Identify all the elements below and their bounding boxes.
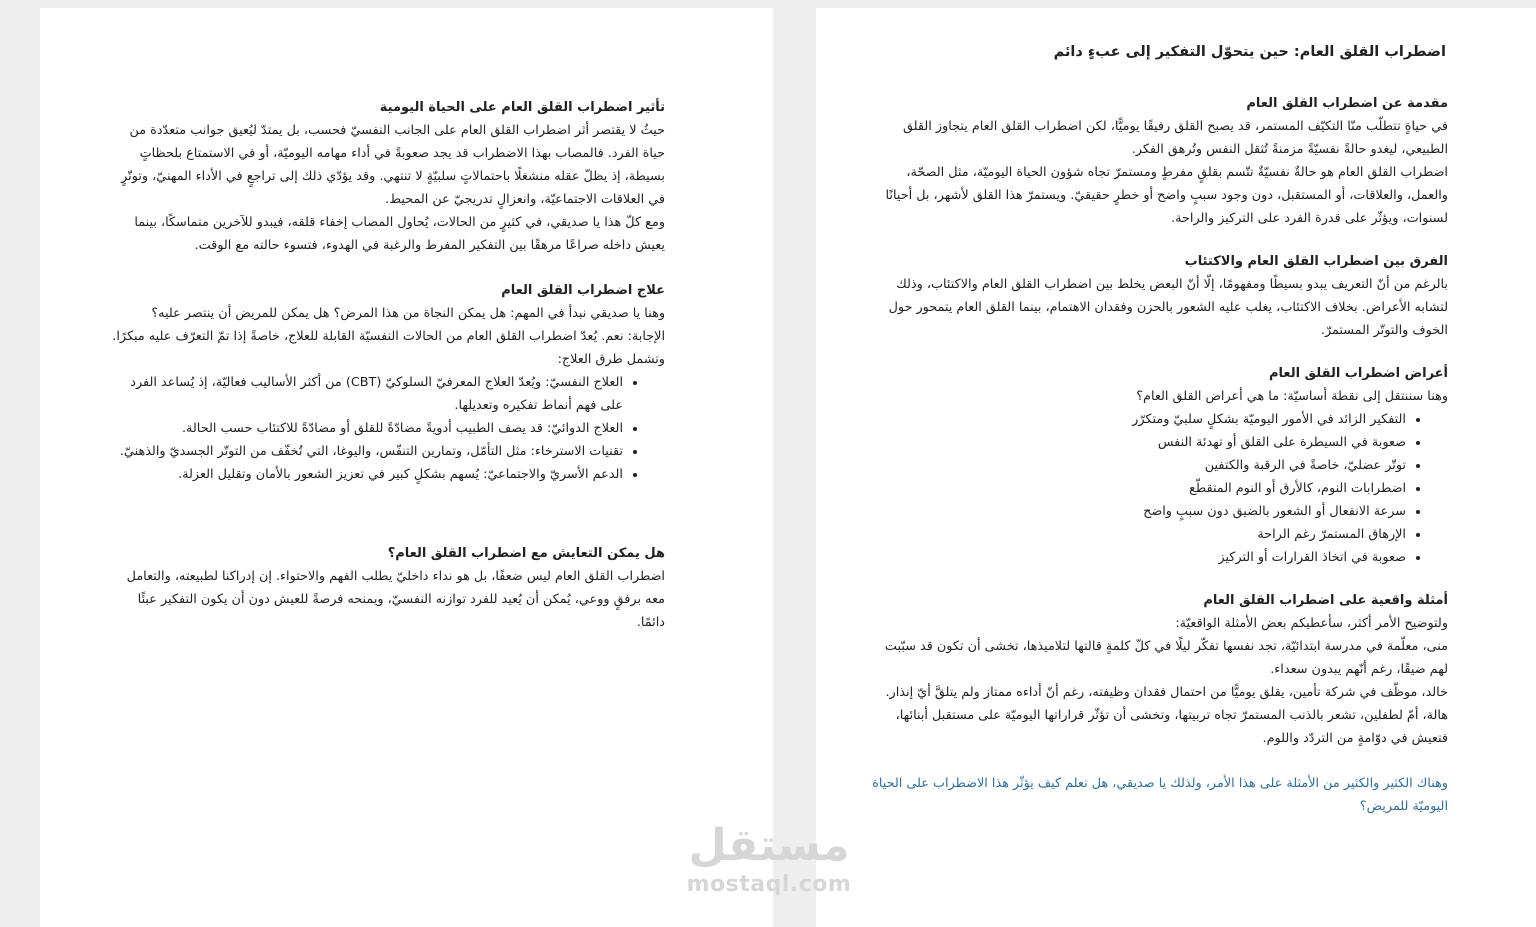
list-item: • صعوبة في اتخاذ القرارات أو التركيز xyxy=(866,546,1406,569)
list-item: • توتّر عضليّ، خاصةً في الرقبة والكتفين xyxy=(866,454,1406,477)
section-coexistence xyxy=(110,542,665,634)
mostaql-logo: مستقل xyxy=(688,820,850,871)
section-title: مقدمة عن اضطراب القلق العام xyxy=(1246,96,1448,111)
paragraph: اضطراب القلق العام ليس ضعفًا، بل هو نداء داخليّ يطلب الفهم والاحتواء. إن إدراكنا لطبيعته، والتعامل معه برفقٍ ووعي، يُمكن أن يُعيد للفرد توازنه النفسيّ، ويمنحه فرصةً للعيش دون أن يكون التفكير عبئًا دائمًا. xyxy=(126,569,665,630)
section-difference xyxy=(866,250,1448,342)
list-item: • الدعم الأسريّ والاجتماعيّ: يُسهم بشكلٍ كبير في تعزيز الشعور بالأمان وتقليل العزلة. xyxy=(110,463,623,486)
section-title: علاج اضطراب القلق العام xyxy=(501,283,665,298)
list-item: • العلاج النفسيّ: ويُعدّ العلاج المعرفيّ السلوكيّ (CBT) من أكثر الأساليب فعاليّة، إذ يُساعد الفرد على فهم أنماط تفكيره وتعديلها. xyxy=(110,371,623,417)
list-item: • الإرهاق المستمرّ رغم الراحة xyxy=(866,523,1406,546)
mostaql-url: mostaql.com xyxy=(686,872,852,897)
paragraph: في حياةٍ تتطلّب منّا التكيّف المستمر، قد يصبح القلق رفيقًا يوميًّا، لكن اضطراب القلق العام يتجاوز القلق الطبيعي، ليغدو حالةً نفسيّةً مزمنةً تُثقل النفس وتُرهق الفكر. xyxy=(902,119,1448,157)
section-title: الفرق بين اضطراب القلق العام والاكتئاب xyxy=(1184,254,1448,269)
paragraph: بالرغم من أنّ التعريف يبدو بسيطًا ومفهومًا، إلّا أنّ البعض يخلط بين اضطراب القلق العام والاكتئاب، وذلك لتشابه الأعراض. بخلاف الاكتئاب، يغلب عليه الشعور بالحزن وفقدان الاهتمام، بينما القلق العام يتمحور حول الخوف والتوتّر المستمرّ. xyxy=(888,277,1448,338)
section-daily-life-impact xyxy=(110,96,665,257)
treatment-list xyxy=(110,371,665,486)
paragraph: وهنا سننتقل إلى نقطة أساسيّة: ما هي أعراض القلق العام؟ xyxy=(1136,389,1448,404)
list-item: • اضطرابات النوم، كالأرق أو النوم المتقطّع xyxy=(866,477,1406,500)
section-treatment xyxy=(110,279,665,486)
document-page-left xyxy=(40,8,773,927)
closing-question: وهناك الكثير والكثير من الأمثلة على هذا الأمر، ولذلك يا صديقي، هل تعلم كيف يؤثّر هذا الاضطراب على الحياة اليوميّة للمريض؟ xyxy=(872,776,1448,814)
paragraph: منى، معلّمة في مدرسة ابتدائيّة، تجد نفسها تفكّر ليلًا في كلّ كلمةٍ قالتها لتلاميذها، تخشى أن تكون قد سبّبت لهم ضيقًا، رغم أنّهم يبدون سعداء. xyxy=(884,639,1448,677)
paragraph: هالة، أمّ لطفلين، تشعر بالذنب المستمرّ تجاه تربيتها، وتخشى أن تؤثّر قراراتها اليوميّة على مستقبل أبنائها، فتعيش في دوّامةٍ من التردّد واللوم. xyxy=(895,708,1448,746)
list-item: • سرعة الانفعال أو الشعور بالضيق دون سببٍ واضح xyxy=(866,500,1406,523)
symptoms-list xyxy=(866,408,1448,569)
paragraph: حيثُ لا يقتصر أثر اضطراب القلق العام على الجانب النفسيّ فحسب، بل يمتدّ ليُعيق جوانب متعدّدة من حياة الفرد. فالمصاب بهذا الاضطراب قد يجد صعوبةً في أداء مهامه اليوميّة، أو في الاستمتاع بلحظاتٍ بسيطة، إذ يظلّ عقله منشغلًا باحتمالاتٍ سلبيّةٍ لا تنتهي. وقد يؤدّي ذلك إلى تراجعٍ في الأداء المهنيّ، وتوتّرٍ في العلاقات الاجتماعيّة، وانعزالٍ تدريجيّ عن المحيط. xyxy=(121,123,665,207)
section-title: أمثلة واقعية على اضطراب القلق العام xyxy=(1203,593,1448,608)
paragraph: الإجابة: نعم. يُعدّ اضطراب القلق العام من الحالات النفسيّة القابلة للعلاج، خاصةً إذا تمّ التعرّف عليه مبكرًا. وتشمل طرق العلاج: xyxy=(112,329,665,367)
list-item: • تقنيات الاسترخاء: مثل التأمّل، وتمارين التنفّس، واليوغا، التي تُخفّف من التوتّر الجسديّ والذهنيّ. xyxy=(110,440,623,463)
paragraph: ومع كلّ هذا يا صديقي، في كثيرٍ من الحالات، يُحاول المصاب إخفاء قلقه، فيبدو للآخرين متماسكًا، بينما يعيش داخله صراعًا مرهقًا بين التفكير المفرط والرغبة في الهدوء، فتسوء حالته مع الوقت. xyxy=(134,215,665,253)
section-examples xyxy=(866,589,1448,750)
list-item: • العلاج الدوائيّ: قد يصف الطبيب أدويةً مضادّةً للقلق أو مضادّةً للاكتئاب حسب الحالة. xyxy=(110,417,623,440)
section-introduction xyxy=(866,92,1448,230)
paragraph: وهنا يا صديقي نبدأ في المهم: هل يمكن النجاة من هذا المرض؟ هل يمكن للمريض أن ينتصر عليه؟ xyxy=(151,306,665,321)
paragraph: ولتوضيح الأمر أكثر، سأعطيكم بعض الأمثلة الواقعيّة: xyxy=(1175,616,1448,631)
paragraph: خالد، موظّف في شركة تأمين، يقلق يوميًّا من احتمال فقدان وظيفته، رغم أنّ أداءه ممتاز ولم يتلقَّ أيّ إنذار. xyxy=(885,685,1448,700)
list-item: • التفكير الزائد في الأمور اليوميّة بشكلٍ سلبيّ ومتكرّر xyxy=(866,408,1406,431)
section-symptoms xyxy=(866,362,1448,569)
section-title: هل يمكن التعايش مع اضطراب القلق العام؟ xyxy=(387,546,665,561)
section-title: أعراض اضطراب القلق العام xyxy=(1268,366,1448,381)
section-title: تأثير اضطراب القلق العام على الحياة اليومية xyxy=(379,100,665,115)
document-title: اضطراب القلق العام: حين يتحوّل التفكير إلى عبءٍ دائم xyxy=(1053,44,1446,60)
list-item: • صعوبة في السيطرة على القلق أو تهدئة النفس xyxy=(866,431,1406,454)
paragraph: اضطراب القلق العام هو حالةٌ نفسيّةٌ تتّسم بقلقٍ مفرطٍ ومستمرّ تجاه شؤون الحياة اليوميّة، مثل الصحّة، والعمل، والعلاقات، أو المستقبل، دون وجود سببٍ واضح أو خطرٍ حقيقيّ. ويستمرّ هذا القلق لأشهر، بل أحيانًا لسنوات، ويؤثّر على قدرة الفرد على التركيز والراحة. xyxy=(885,165,1448,226)
document-page-right xyxy=(816,8,1536,927)
